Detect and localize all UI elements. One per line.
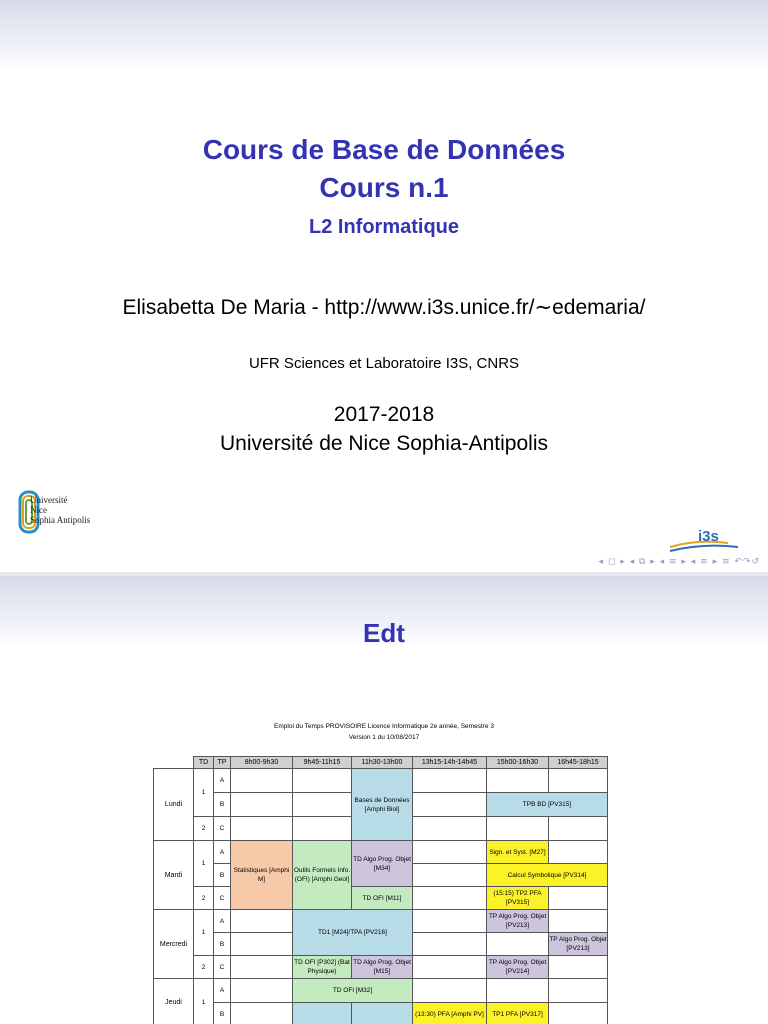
header-row [154,757,608,769]
header-tp: TP [214,757,231,769]
course-cell: TD OFI [P302] (Bat Physique) [293,956,352,979]
course-cell: Sign. et Syst. [M27] [487,841,549,864]
corner-cell [154,757,194,769]
table-row [154,887,608,910]
tp-group: C [214,956,231,979]
tp-group: A [214,841,231,864]
course-cell: Outils Formels Info. (OFI) [Amphi Geol] [293,841,352,910]
day-lundi: Lundi [154,769,194,841]
course-number: Cours n.1 [319,172,449,203]
td-group: 2 [194,887,214,910]
university-line: Université de Nice Sophia-Antipolis [220,432,548,455]
tp-group: B [214,864,231,887]
table-row [154,841,608,864]
td-group: 1 [194,841,214,887]
table-row [154,1003,608,1024]
header-slot-1: 8h00-9h30 [231,757,293,769]
course-cell: TP1 PFA [PV317] [487,1003,549,1024]
timetable-caption: Emploi du Temps PROVISOIRE Licence Informatique 2e année, Semestre 3 [274,723,494,730]
td-group: 1 [194,979,214,1024]
course-cell: (15:15) TP2 PFA [PV315] [487,887,549,910]
table-row [154,979,608,1003]
course-cell: Statistiques [Amphi M] [231,841,293,910]
tp-group: C [214,817,231,841]
svg-text:i3s: i3s [698,528,719,545]
edt-slide [0,576,768,1024]
header-td: TD [194,757,214,769]
slide-title: Edt [363,618,405,648]
course-title: Cours de Base de Données [202,134,566,165]
tp-group: B [214,793,231,817]
course-cell: TD Algo Prog. Objet [M34] [352,841,413,887]
course-cell: TD OFI [M11] [352,887,413,910]
day-mercredi: Mercredi [154,910,194,979]
header-slot-2: 9h45-11h15 [293,757,352,769]
author-line: Elisabetta De Maria - http://www.i3s.unice.fr/∼edemaria/ [122,296,646,319]
tp-group: A [214,769,231,793]
course-cell: TP Algo Prog. Objet [PV214] [487,956,549,979]
beamer-navigation-bar[interactable]: ◂ ◻ ▸ ◂ ⧉ ▸ ◂ ≡ ▸ ◂ ≡ ▸ ≡ ↶↷↺ [598,557,760,567]
course-cell: TPB BD [PV315] [487,793,608,817]
tp-group: A [214,910,231,933]
course-cell: TD Algo Prog. Objet [M15] [352,956,413,979]
table-row [154,956,608,979]
td-group: 2 [194,956,214,979]
timetable [153,756,608,1024]
header-slot-3: 11h30-13h00 [352,757,413,769]
course-cell: TP Algo Prog. Objet [PV213] [549,933,608,956]
tp-group: B [214,933,231,956]
institute-line: UFR Sciences et Laboratoire I3S, CNRS [248,355,520,372]
year-line: 2017-2018 [333,403,435,426]
td-group: 2 [194,817,214,841]
header-gradient [0,0,768,72]
course-cell: Bases de Données [Amphi Biol] [352,769,413,841]
table-row [154,769,608,793]
course-subtitle: L2 Informatique [308,216,459,238]
day-jeudi: Jeudi [154,979,194,1024]
course-cell: TP Algo Prog. Objet [PV213] [487,910,549,933]
course-cell: TD OFI [M32] [293,979,413,1003]
header-slot-4: 13h15-14h-14h45 [413,757,487,769]
i3s-logo [668,525,763,555]
university-logo-text: Université Nice Sophia Antipolis [30,495,91,525]
course-cell: Calcul Symbolique [PV314] [487,864,608,887]
table-row [154,910,608,933]
td-group: 1 [194,769,214,817]
tp-group: B [214,1003,231,1024]
course-cell: (13:30) PFA [Amphi PV] [413,1003,487,1024]
tp-group: A [214,979,231,1003]
day-mardi: Mardi [154,841,194,910]
header-slot-5: 15h00-16h30 [487,757,549,769]
timetable-version: Version 1 du 10/08/2017 [348,734,420,741]
tp-group: C [214,887,231,910]
td-group: 1 [194,910,214,956]
header-slot-6: 16h45-18h15 [549,757,608,769]
course-cell: TD1 [M24]/TPA [PV216] [293,910,413,956]
